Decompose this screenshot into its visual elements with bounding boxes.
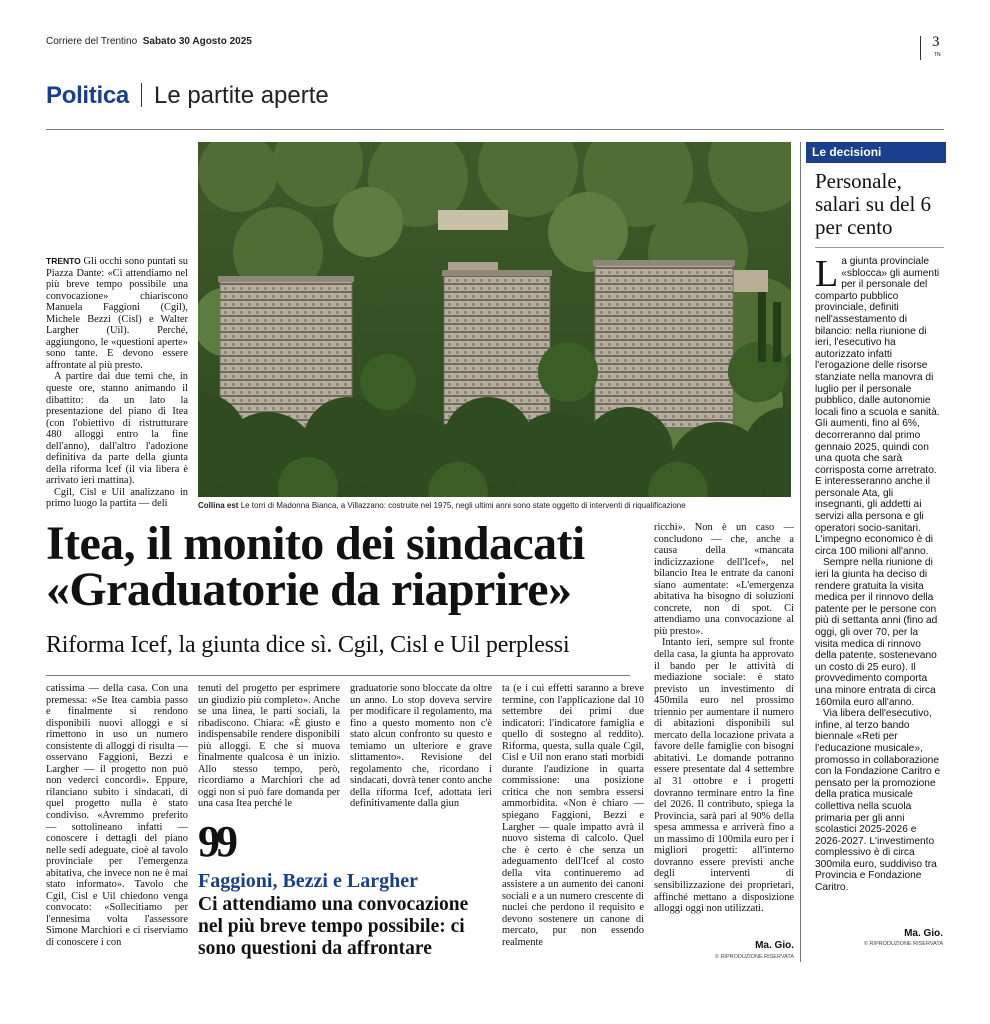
sidebar-reproduction-note: © RIPRODUZIONE RISERVATA xyxy=(863,941,943,947)
article-subheadline: Riforma Icef, la giunta dice sì. Cgil, Cisl e Uil perplessi xyxy=(46,632,570,658)
page-number-divider xyxy=(920,36,921,60)
body-column-5 xyxy=(654,522,794,915)
body-column-2 xyxy=(198,683,340,810)
sidebar-tag: Le decisioni xyxy=(806,142,946,163)
sidebar-body xyxy=(815,253,943,894)
sidebar-title-rule xyxy=(815,247,944,248)
sidebar-separator xyxy=(800,142,801,962)
article-photo xyxy=(198,142,791,497)
quote-text: Ci attendiamo una convocazione nel più breve tempo possibile: ci sono questioni da affrontare xyxy=(198,894,469,959)
lead-paragraph-1: Gli occhi sono puntati su Piazza Dante: «Ci attendiamo nel più breve tempo possibile una convocazione» chiariscono Manuela Faggioni (Cgil), Michele Bezzi (Cisl) e Walter Largher (Uil). Perché, aggiungono, le «questioni aperte» sono tante. E devono essere affrontate al più presto. xyxy=(46,256,188,371)
lead-paragraph-2: A partire dai due temi che, in queste ore, stanno animando il dibattito: da un lato la presentazione del piano di Itea (con l'obiettivo di ristrutturare 480 alloggi entro la fine dell'anno), dall'altro l'adozione definitiva da parte della giunta della riforma Icef (il via libera è arrivato ieri mattina). xyxy=(46,371,188,487)
body-paragraph-col1: catissima — della casa. Con una premessa: «Se Itea cambia passo e finalmente si rendono disponibili nuovi alloggi e si rimettono in uso un numero consistente di alloggi di risulta — osservano Faggioni, Bezzi e Largher — il progetto non può non vederci concordi». Eppure, rilanciano subito i sindacati, di quel progetto nulla è stato condiviso. «Avremmo preferito — sottolineano infatti — conoscere i dettagli del piano nelle sedi adeguate, cioè al tavolo provinciale per l'emergenza abitativa, che invece non ne è mai stato informato». Tavolo che Cgil, Cisl e Uil chiedono venga convocato: «Sollecitiamo per l'ennesima volta l'assessore Simone Marchiori e ci riserviamo di conoscere i con xyxy=(46,683,188,949)
subhead-rule xyxy=(46,675,630,676)
headline-line-2: «Graduatorie da riaprire» xyxy=(46,563,572,616)
section-kicker: Politica xyxy=(46,82,129,109)
lead-column xyxy=(46,256,188,510)
page-number: 3 xyxy=(932,34,940,50)
sidebar-paragraph-3: Via libera dell'esecutivo, infine, al terzo bando biennale «Reti per l'educazione musicale», promosso in collaborazione con la Fondazione Caritro e pensato per la promozione della pratica musicale collettiva nella scuola primaria per gli anni scolastici 2025-2026 e 2026-2027. L'investimento complessivo è di circa 300mila euro, suddiviso tra Provincia e Fondazione Caritro. xyxy=(815,708,941,894)
body-paragraph-col3: graduatorie sono bloccate da oltre un anno. Lo stop doveva servire per modificare il regolamento, ma fino a questo momento non c'è stato alcun confronto su questo e temiamo un ulteriore e grave slittamento». Revisione del regolamento che, ricordano i sindacati, dovrà tener conto anche della riforma Icef, adottata ieri definitivamente dalla giun xyxy=(350,683,492,810)
article-reproduction-note: © RIPRODUZIONE RISERVATA xyxy=(714,954,794,960)
section-header xyxy=(46,82,329,114)
body-column-3 xyxy=(350,683,492,810)
top-rule xyxy=(46,129,944,130)
sidebar-paragraph-1: a giunta provinciale «sblocca» gli aumenti per il personale del comparto pubblico provinciale, definiti nell'assestamento di bilancio: nella riunione di ieri, l'esecutivo ha autorizzato infatti l'erogazione delle risorse stanziate nella manovra di luglio per il personale pubblico, dalle autonomie locali fino a scuola e sanità. Gli aumenti, fino al 6%, decorreranno dal primo gennaio 2025, quindi con una quota che sarà corrisposta come arretrato. E interesseranno anche il personale Ata, gli insegnanti, gli addetti ai servizi alla persona e gli operatori socio-sanitari. L'impegno economico è di circa 100 milioni all'anno. xyxy=(815,256,940,557)
publication-name: Corriere del Trentino xyxy=(46,36,138,47)
body-column-4 xyxy=(502,683,644,949)
sidebar-signature: Ma. Gio. xyxy=(904,928,943,939)
body-paragraph-col5-2: Intanto ieri, sempre sul fronte della casa, la giunta ha approvato il bando per le attività di mediazione sociale: è stato previsto un investimento di 450mila euro nel prossimo triennio per aumentare il numero di abitazioni disponibili sul mercato della locazione privata a favore delle famiglie con bisogni abitativi. Le domande potranno essere presentate dal 4 settembre al 31 ottobre e i progetti dovranno terminare entro la fine del 2026. Il contributo, spiega la Provincia, sarà pari al 90% della spesa ammessa e arriverà fino a un massimo di 100mila euro per i migliori progetti: all'interno dovranno essere previsti anche degli interventi di sensibilizzazione dei proprietari, affinché mettano a disposizione alloggi oggi non utilizzati. xyxy=(654,637,794,915)
caption-lead: Collina est xyxy=(198,501,239,510)
body-paragraph-col5-1: ricchi». Non è un caso — concludono — che, anche a causa della «mancata indicizzazione dell'Icef», nel bilancio Itea le entrate da canoni siano aumentate: «L'emergenza abitativa ha bisogno di soluzioni concrete, non di spot. Ci attendiamo una convocazione al più presto». xyxy=(654,522,794,637)
towers-photo-illustration xyxy=(198,142,791,497)
body-paragraph-col4: ta (e i cui effetti saranno a breve termine, con l'applicazione dal 10 settembre dei primi due indicatori: l'indicatore famiglia e quello di sostegno al reddito). Riforma, questa, sulla quale Cgil, Cisl e Uil non erano stati morbidi durante l'audizione in quarta commissione: una posizione critica che non sembra essersi ammorbidita. «Non è chiaro — spiegano Faggioni, Bezzi e Largher — quale impatto avrà il nuovo sistema di calcolo. Quel che è certo è che senza un adeguamento dell'Icef al costo della vita continueremo ad assistere a un aumento dei canoni sociali e a un numero crescente di nuclei che perdono il requisito e devono sostenere un canone di mercato, pur non essendo realmente xyxy=(502,683,644,949)
section-divider xyxy=(141,83,142,107)
body-paragraph-col2: tenuti del progetto per esprimere un giudizio più completo». Anche se una linea, le parti sociali, la ribadiscono. Chiara: «È giusto e indispensabile rendere disponibili più alloggi. E che si muova finalmente qualcosa è un inizio. Allo stesso tempo, però, ricordiamo a Marchiori che ad oggi non si può fare domanda per una casa Itea perché le xyxy=(198,683,340,810)
quote-author: Faggioni, Bezzi e Largher xyxy=(198,870,418,892)
headline-line-1: Itea, il monito dei sindacati xyxy=(46,517,585,570)
dateline: TRENTO xyxy=(46,256,81,266)
sidebar-paragraph-2: Sempre nella riunione di ieri la giunta ha deciso di rendere gratuita la visita medica per il rinnovo della patente per le persone con più di settanta anni (fino ad oggi, gli over 70, per la visita medica di rinnovo della patente, sostenevano un costo di 25 euro). Il provvedimento comporta una minore entrata di circa 160mila euro all'anno. xyxy=(815,557,938,708)
article-headline xyxy=(46,517,626,616)
quote-mark: 99 xyxy=(198,817,234,866)
page-mark: TN xyxy=(934,52,941,58)
sidebar-title: Personale, salari su del 6 per cento xyxy=(815,169,932,239)
photo-caption xyxy=(198,501,798,510)
page-header xyxy=(46,36,252,47)
sidebar-dropcap: L xyxy=(815,253,839,295)
section-subtitle: Le partite aperte xyxy=(153,82,329,109)
article-signature: Ma. Gio. xyxy=(755,940,794,951)
caption-text: Le torri di Madonna Bianca, a Villazzano: costruite nel 1975, negli ultimi anni sono state oggetto di interventi di riqualificazione xyxy=(240,501,686,510)
publication-date: Sabato 30 Agosto 2025 xyxy=(142,36,252,47)
lead-paragraph-3: Cgil, Cisl e Uil analizzano in primo luogo la partita — deli xyxy=(46,486,188,510)
body-column-1 xyxy=(46,683,188,949)
